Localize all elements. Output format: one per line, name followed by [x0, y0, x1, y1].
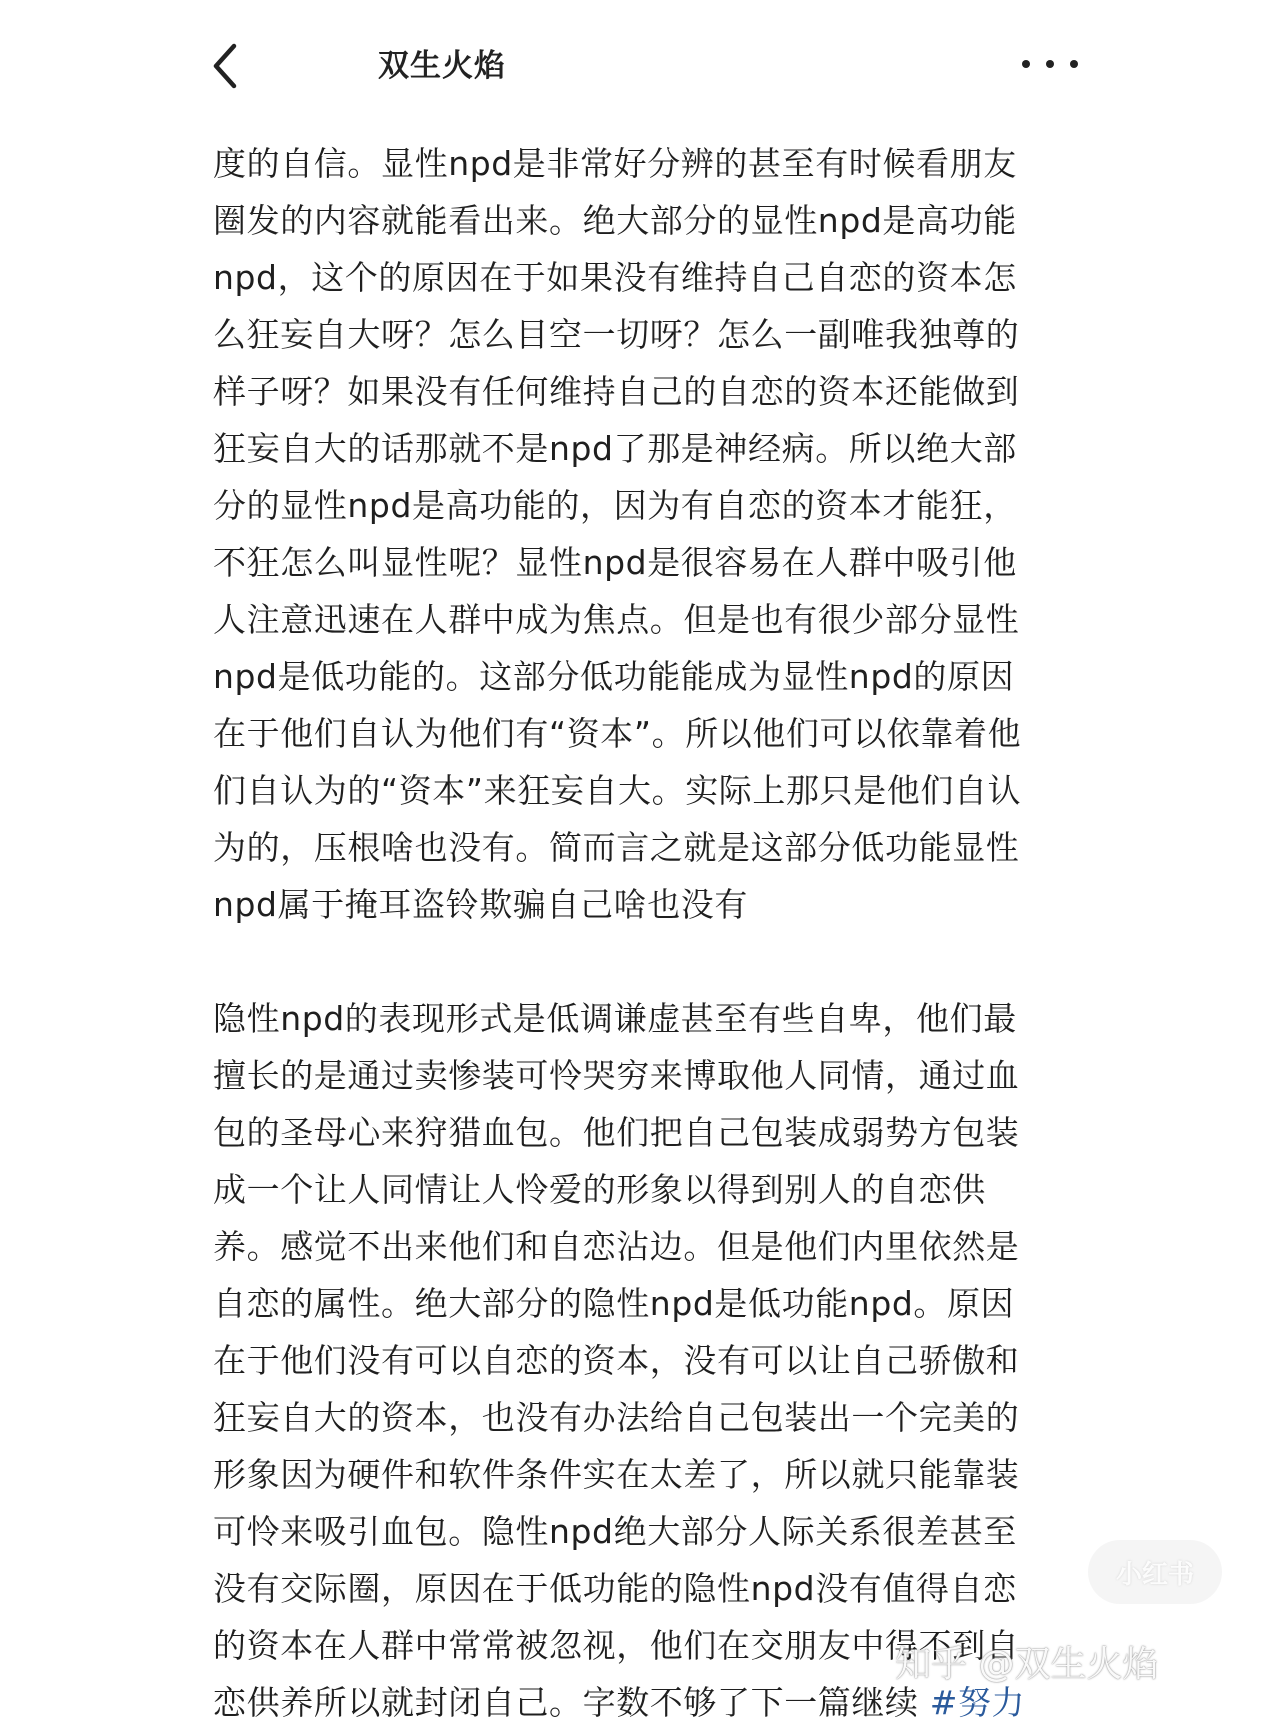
back-button[interactable] [200, 38, 250, 94]
more-button[interactable] [1022, 44, 1078, 84]
paragraph-2-text: 隐性npd的表现形式是低调谦虚甚至有些自卑，他们最 擅长的是通过卖惨装可怜哭穷来博取他人同情，通过血 包的圣母心来狩猎血包。他们把自己包装成弱势方包装 成一个让人同情让人怜爱的形象以得到别人的自恋供 养。感觉不出来他们和自恋沾边。但是他们内里依然是 自恋的属性。绝大部分的隐性npd是低功能npd。原因 在于他们没有可以自恋的资本，没有可以让自己骄傲和 狂妄自大的资本，也没有办法给自己包装出一个完美的 形象因为硬件和软件条件实在太差了，所以就只能靠装 可怜来吸引血包。隐性npd绝大部分人际关系很差甚至 没有交际圈，原因在于低功能的隐性npd没有值得自恋 的资本在人群中常常被忽视，他们在交朋友中得不到自 恋供养所以就封闭自己。字数不够了下一篇继续 [213, 999, 1020, 1722]
more-dot [1022, 60, 1030, 68]
watermark-text: 知乎 @双生火焰 [895, 1644, 1159, 1685]
more-dot [1046, 60, 1054, 68]
hashtag-link[interactable]: #努力 [929, 1683, 1026, 1722]
page-title: 双生火焰 [378, 48, 506, 84]
more-dot [1070, 60, 1078, 68]
paragraph-2 [213, 990, 1083, 1731]
paragraph-1: 度的自信。显性npd是非常好分辨的甚至有时候看朋友 圈发的内容就能看出来。绝大部分的显性npd是高功能 npd，这个的原因在于如果没有维持自己自恋的资本怎 么狂妄自大呀？怎么目空一切呀？怎么一副唯我独尊的 样子呀？如果没有任何维持自己的自恋的资本还能做到 狂妄自大的话那就不是npd了那是神经病。所以绝大部 分的显性npd是高功能的，因为有自恋的资本才能狂， 不狂怎么叫显性呢？显性npd是很容易在人群中吸引他 人注意迅速在人群中成为焦点。但是也有很少部分显性 npd是低功能的。这部分低功能能成为显性npd的原因 在于他们自认为他们有“资本”。所以他们可以依靠着他 们自认为的“资本”来狂妄自大。实际上那只是他们自认 为的，压根啥也没有。简而言之就是这部分低功能显性 npd属于掩耳盗铃欺骗自己啥也没有 [213, 144, 1022, 924]
chevron-left-icon [210, 42, 240, 90]
top-bar [0, 0, 1280, 125]
xiaohongshu-logo: 小红书 [1088, 1540, 1222, 1604]
article-body [213, 135, 1083, 1731]
